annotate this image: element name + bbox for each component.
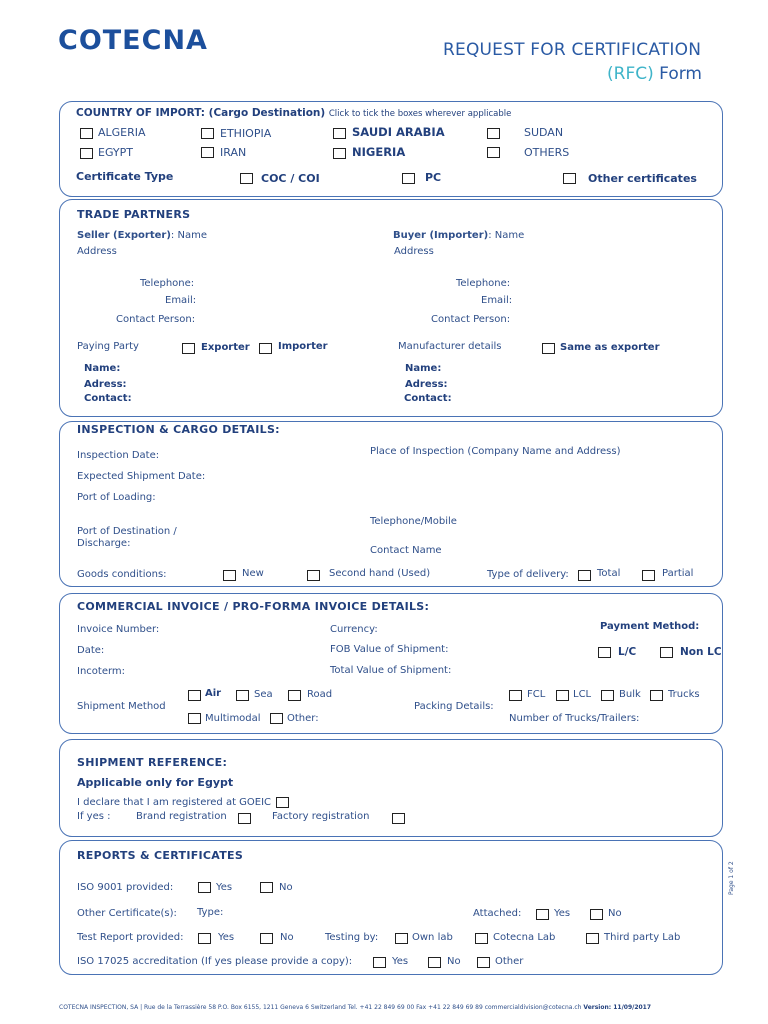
bulk-checkbox[interactable] [601, 690, 614, 701]
same-as-exporter-checkbox[interactable] [542, 343, 555, 354]
cotecna-logo: COTECNA [58, 25, 208, 56]
payer-name-label: Name: [84, 363, 121, 374]
packing-details-label: Packing Details: [414, 701, 494, 712]
attached-no-label: No [608, 908, 622, 919]
incoterm-label: Incoterm: [77, 666, 126, 677]
coc-coi-label: COC / COI [261, 172, 320, 185]
page-number: Page 1 of 2 [728, 861, 735, 895]
brand-registration-checkbox[interactable] [238, 813, 251, 824]
country-of-import-heading: COUNTRY OF IMPORT: (Cargo Destination) Click to tick the boxes wherever applicable [76, 107, 512, 119]
footer: COTECNA INSPECTION, SA | Rue de la Terrassière 58 P.O. Box 6155, 1211 Geneva 6 Switzerland Tel. +41 22 849 69 00 Fax +41 22 849 69 89 commercialdivision@cotecna.ch Version: 11/09/2017 [59, 1004, 652, 1011]
manufacturer-details-label: Manufacturer details [398, 341, 502, 352]
pc-label: PC [425, 171, 442, 184]
iso9001-no-label: No [279, 882, 293, 893]
manufacturer-name-label: Name: [405, 363, 442, 374]
partial-delivery-checkbox[interactable] [642, 570, 655, 581]
egypt-label: EGYPT [98, 146, 133, 159]
total-delivery-checkbox[interactable] [578, 570, 591, 581]
payer-contact-label: Contact: [84, 393, 132, 404]
ethiopia-label: ETHIOPIA [220, 127, 272, 140]
buyer-telephone-label: Telephone: [456, 278, 511, 289]
shipment-method-label: Shipment Method [77, 701, 166, 712]
fcl-checkbox[interactable] [509, 690, 522, 701]
shipment-reference-heading: SHIPMENT REFERENCE: [77, 756, 228, 769]
buyer-address-label: Address [394, 246, 434, 257]
seller-contact-label: Contact Person: [116, 314, 196, 325]
paying-exporter-label: Exporter [201, 342, 250, 353]
air-label: Air [205, 688, 222, 699]
test-report-yes-label: Yes [218, 932, 235, 943]
fcl-label: FCL [527, 689, 546, 700]
if-yes-label: If yes : [77, 811, 111, 822]
attached-yes-checkbox[interactable] [536, 909, 549, 920]
iso17025-other-label: Other [495, 956, 524, 967]
form-title: REQUEST FOR CERTIFICATION [443, 40, 702, 60]
lcl-checkbox[interactable] [556, 690, 569, 701]
test-report-yes-checkbox[interactable] [198, 933, 211, 944]
multimodal-checkbox[interactable] [188, 713, 201, 724]
third-party-lab-checkbox[interactable] [586, 933, 599, 944]
other-shipment-label: Other: [287, 713, 319, 724]
sea-label: Sea [254, 689, 273, 700]
trucks-checkbox[interactable] [650, 690, 663, 701]
attached-label: Attached: [473, 908, 522, 919]
other-shipment-checkbox[interactable] [270, 713, 283, 724]
seller-address-label: Address [77, 246, 117, 257]
iso17025-yes-checkbox[interactable] [373, 957, 386, 968]
multimodal-label: Multimodal [205, 713, 261, 724]
iso9001-yes-label: Yes [216, 882, 233, 893]
paying-importer-checkbox[interactable] [259, 343, 272, 354]
brand-registration-label: Brand registration [136, 811, 227, 822]
other-certificates-label: Other Certificate(s): [77, 908, 177, 919]
pc-checkbox[interactable] [402, 173, 415, 184]
own-lab-checkbox[interactable] [395, 933, 408, 944]
egypt-checkbox[interactable] [80, 148, 93, 159]
paying-party-label: Paying Party [77, 341, 139, 352]
road-checkbox[interactable] [288, 690, 301, 701]
test-report-no-checkbox[interactable] [260, 933, 273, 944]
lc-label: L/C [618, 646, 637, 658]
buyer-name-label: Buyer (Importer): Name [393, 230, 525, 241]
nigeria-label: NIGERIA [352, 145, 406, 159]
own-lab-label: Own lab [412, 932, 453, 943]
sudan-checkbox[interactable] [487, 128, 500, 139]
nigeria-checkbox[interactable] [333, 148, 346, 159]
inspection-cargo-heading: INSPECTION & CARGO DETAILS: [77, 423, 280, 436]
ethiopia-checkbox[interactable] [201, 128, 214, 139]
currency-label: Currency: [330, 624, 378, 635]
iso9001-label: ISO 9001 provided: [77, 882, 174, 893]
iso9001-yes-checkbox[interactable] [198, 882, 211, 893]
place-of-inspection-label: Place of Inspection (Company Name and Address) [370, 446, 621, 457]
same-as-exporter-label: Same as exporter [560, 342, 660, 353]
lcl-label: LCL [573, 689, 592, 700]
paying-importer-label: Importer [278, 341, 328, 352]
paying-exporter-checkbox[interactable] [182, 343, 195, 354]
new-label: New [242, 568, 264, 579]
certificate-type-label: Certificate Type [76, 170, 174, 183]
lc-checkbox[interactable] [598, 647, 611, 658]
attached-yes-label: Yes [554, 908, 571, 919]
fob-value-label: FOB Value of Shipment: [330, 644, 449, 655]
type-of-delivery-label: Type of delivery: [487, 569, 569, 580]
saudi-arabia-label: SAUDI ARABIA [352, 125, 445, 139]
buyer-email-label: Email: [481, 295, 513, 306]
invoice-date-label: Date: [77, 645, 105, 656]
form-subtitle: (RFC) Form [607, 64, 702, 84]
road-label: Road [307, 689, 333, 700]
commercial-invoice-heading: COMMERCIAL INVOICE / PRO-FORMA INVOICE DETAILS: [77, 600, 430, 613]
iso17025-other-checkbox[interactable] [477, 957, 490, 968]
others-label: OTHERS [524, 146, 570, 159]
testing-by-label: Testing by: [325, 932, 379, 943]
third-party-lab-label: Third party Lab [604, 932, 681, 943]
air-checkbox[interactable] [188, 690, 201, 701]
test-report-label: Test Report provided: [77, 932, 184, 943]
goods-conditions-label: Goods conditions: [77, 569, 167, 580]
goeic-declaration-label: I declare that I am registered at GOEIC [77, 797, 272, 808]
contact-name-label: Contact Name [370, 545, 442, 556]
port-of-destination-label: Port of Destination / [77, 526, 177, 537]
iso17025-yes-label: Yes [392, 956, 409, 967]
sea-checkbox[interactable] [236, 690, 249, 701]
factory-registration-checkbox[interactable] [392, 813, 405, 824]
total-value-label: Total Value of Shipment: [330, 665, 452, 676]
seller-email-label: Email: [165, 295, 197, 306]
port-of-loading-label: Port of Loading: [77, 492, 156, 503]
buyer-contact-label: Contact Person: [431, 314, 511, 325]
bulk-label: Bulk [619, 689, 641, 700]
manufacturer-adress-label: Adress: [405, 379, 448, 390]
reports-certificates-heading: REPORTS & CERTIFICATES [77, 849, 244, 862]
goeic-checkbox[interactable] [276, 797, 289, 808]
iso17025-no-label: No [447, 956, 461, 967]
non-lc-label: Non LC [680, 646, 722, 658]
discharge-label: Discharge: [77, 538, 131, 549]
invoice-number-label: Invoice Number: [77, 624, 160, 635]
iso17025-no-checkbox[interactable] [428, 957, 441, 968]
applicable-egypt-label: Applicable only for Egypt [77, 776, 234, 789]
non-lc-checkbox[interactable] [660, 647, 673, 658]
number-of-trucks-label: Number of Trucks/Trailers: [509, 713, 640, 724]
saudi-arabia-checkbox[interactable] [333, 128, 346, 139]
factory-registration-label: Factory registration [272, 811, 370, 822]
second-hand-label: Second hand (Used) [329, 568, 431, 579]
certificate-type-field-label: Type: [197, 907, 224, 918]
iso9001-no-checkbox[interactable] [260, 882, 273, 893]
trucks-label: Trucks [668, 689, 700, 700]
new-checkbox[interactable] [223, 570, 236, 581]
coc-coi-checkbox[interactable] [240, 173, 253, 184]
partial-delivery-label: Partial [662, 568, 694, 579]
algeria-label: ALGERIA [98, 126, 146, 139]
iso17025-label: ISO 17025 accreditation (If yes please provide a copy): [77, 956, 353, 967]
iran-checkbox[interactable] [201, 147, 214, 158]
attached-no-checkbox[interactable] [590, 909, 603, 920]
telephone-mobile-label: Telephone/Mobile [370, 516, 457, 527]
seller-name-label: Seller (Exporter): Name [77, 230, 207, 241]
payment-method-label: Payment Method: [600, 621, 700, 632]
inspection-date-label: Inspection Date: [77, 450, 160, 461]
cotecna-lab-label: Cotecna Lab [493, 932, 556, 943]
test-report-no-label: No [280, 932, 294, 943]
trade-partners-heading: TRADE PARTNERS [77, 208, 191, 221]
others-checkbox[interactable] [487, 147, 500, 158]
total-delivery-label: Total [597, 568, 621, 579]
expected-shipment-date-label: Expected Shipment Date: [77, 471, 206, 482]
iran-label: IRAN [220, 146, 247, 159]
other-certificates-label: Other certificates [588, 172, 697, 185]
second-hand-checkbox[interactable] [307, 570, 320, 581]
algeria-checkbox[interactable] [80, 128, 93, 139]
seller-telephone-label: Telephone: [140, 278, 195, 289]
sudan-label: SUDAN [524, 126, 564, 139]
payer-adress-label: Adress: [84, 379, 127, 390]
other-certificates-checkbox[interactable] [563, 173, 576, 184]
cotecna-lab-checkbox[interactable] [475, 933, 488, 944]
manufacturer-contact-label: Contact: [404, 393, 452, 404]
